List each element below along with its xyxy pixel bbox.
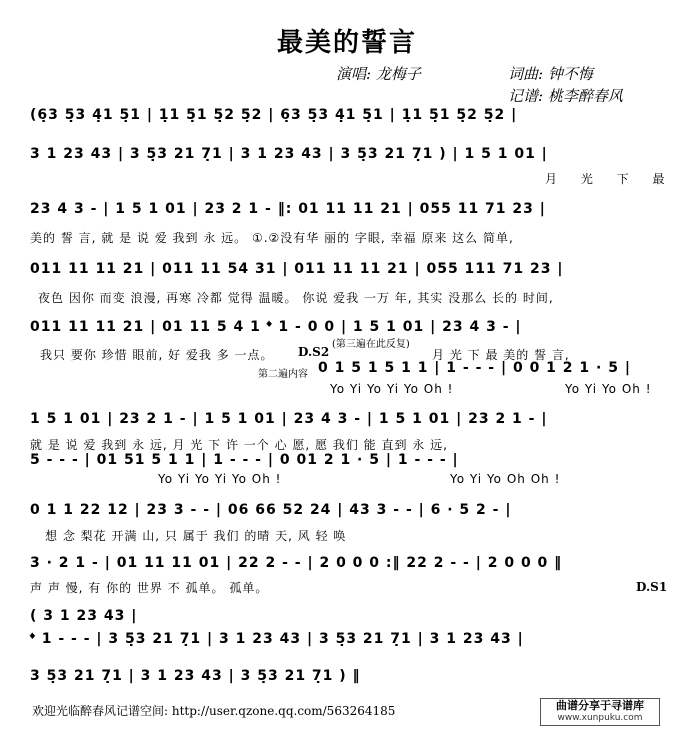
ds1-mark: D.S1 xyxy=(636,580,668,594)
score-row-6-lyrics-a: Yo Yi Yo Yi Yo Oh ! xyxy=(330,382,454,396)
score-row-2: 3 1 23 43 | 3 5̣3 21 7̣1 | 3 1 23 43 | 3 5̣3 21 7̣1 ) | 1 5 1 01 | xyxy=(30,146,548,162)
score-row-2-lyrics: 月 光 下 最 xyxy=(545,172,666,186)
score-row-5: 011 11 11 21 | 01 11 5 4 1 𝄌 1 - 0 0 | 1 5 1 01 | 23 4 3 - | xyxy=(30,319,522,335)
ds2-mark: D.S2 xyxy=(298,345,330,359)
third-repeat-note: (第三遍在此反复) xyxy=(332,339,410,350)
score-row-8-lyrics-b: Yo Yi Yo Oh Oh ! xyxy=(450,472,561,486)
page-title: 最美的誓言 xyxy=(276,28,417,58)
score-row-11: ( 3 1 23 43 | xyxy=(30,608,138,624)
score-row-8: 5 - - - | 01 51 5 1 1 | 1 - - - | 0 01 2 1 · 5 | 1 - - - | xyxy=(30,452,459,468)
source-badge[interactable] xyxy=(540,698,660,726)
score-row-12: 𝄌 1 - - - | 3 5̣3 21 7̣1 | 3 1 23 43 | 3 5̣3 21 7̣1 | 3 1 23 43 | xyxy=(30,631,524,647)
score-row-6: 0 1 5 1 5 1 1 | 1 - - - | 0 0 1 2 1 · 5 | xyxy=(318,360,631,376)
source-badge-url: www.xunpuku.com xyxy=(557,713,643,723)
score-row-9: 0 1 1 22 12 | 23 3 - - | 06 66 52 24 | 43 3 - - | 6 · 5 2 - | xyxy=(30,502,512,518)
score-row-8-lyrics-a: Yo Yi Yo Yi Yo Oh ! xyxy=(158,472,282,486)
footer-text: 欢迎光临醉春风记谱空间: http://user.qzone.qq.com/563264185 xyxy=(32,704,396,718)
score-row-7: 1 5 1 01 | 23 2 1 - | 1 5 1 01 | 23 4 3 - | 1 5 1 01 | 23 2 1 - | xyxy=(30,411,548,427)
score-row-7-lyrics: 就 是 说 爱 我到 永 远, 月 光 下 许 一个 心 愿, 愿 我们 能 直到 永 远, xyxy=(30,438,448,452)
score-row-5-lyrics-b: 月 光 下 最 美的 誓 言, xyxy=(432,348,570,362)
second-pass-label: 第二遍内容 xyxy=(258,369,308,380)
transcriber-credit: 记谱: 桃李醉春风 xyxy=(508,87,623,105)
score-row-10-lyrics: 声 声 慢, 有 你的 世界 不 孤单。 孤单。 xyxy=(30,581,269,595)
score-row-4-lyrics: 夜色 因你 而变 浪漫, 再寒 冷都 觉得 温暖。 你说 爱我 一万 年, 其实 没那么 长的 时间, xyxy=(38,291,554,305)
score-row-5-lyrics: 我只 要你 珍惜 眼前, 好 爱我 多 一点。 xyxy=(40,348,274,362)
score-row-6-lyrics-b: Yo Yi Yo Oh ! xyxy=(565,382,652,396)
source-badge-title: 曲谱分享于寻谱库 xyxy=(556,699,644,712)
score-row-3-lyrics: 美的 誓 言, 就 是 说 爱 我到 永 远。 ①.②没有华 丽的 字眼, 幸福 原来 这么 简单, xyxy=(30,231,514,245)
score-row-4: 011 11 11 21 | 011 11 54 31 | 011 11 11 21 | 055 111 71 23 | xyxy=(30,261,564,277)
score-row-10: 3 · 2 1 - | 01 11 11 01 | 22 2 - - | 2 0 0 0 :‖ 22 2 - - | 2 0 0 0 ‖ xyxy=(30,555,563,571)
score-row-13: 3 5̣3 21 7̣1 | 3 1 23 43 | 3 5̣3 21 7̣1 ) ‖ xyxy=(30,668,361,684)
score-row-1: (6̣3 5̣3 4̣1 5̣1 | 1̣1 5̣1 5̣2 5̣2 | 6̣3 5̣3 4̣1 5̣1 | 1̣1 5̣1 5̣2 5̣2 | xyxy=(30,107,518,123)
score-row-9-lyrics: 想 念 梨花 开满 山, 只 属于 我们 的晴 天, 风 轻 唤 xyxy=(45,529,347,543)
lyricist-composer-credit: 词曲: 钟不悔 xyxy=(508,65,593,83)
score-row-3: 23 4 3 - | 1 5 1 01 | 23 2 1 - ‖: 01 11 11 21 | 055 11 71 23 | xyxy=(30,201,546,217)
singer-credit: 演唱: 龙梅子 xyxy=(336,65,421,83)
